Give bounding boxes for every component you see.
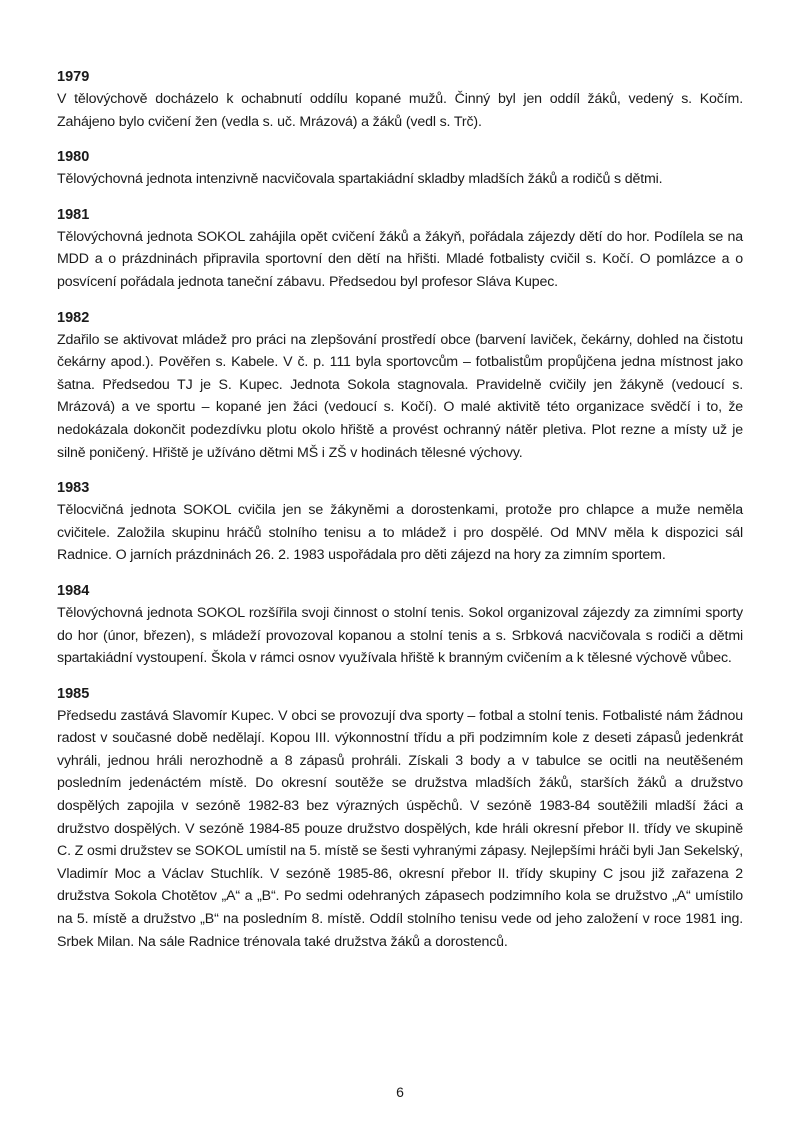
entry-paragraph: Tělovýchovná jednota SOKOL zahájila opět cvičení žáků a žákyň, pořádala zájezdy dětí do hor. Podílela se na MDD a o prázdninách připravila sportovní den dětí na hřišti. Mladé fotbalisty cvičil s. Kočí. O pomlázce a o posvícení pořádala jednota taneční zábavu. Předsedou byl profesor Sláva Kupec.	[57, 228, 743, 290]
entry-paragraph: Tělocvičná jednota SOKOL cvičila jen se žákyněmi a dorostenkami, protože pro chlapce a muže neměla cvičitele. Založila skupinu hráčů stolního tenisu a to mládež i pro dospělé. Od MNV měla k dispozici sál Radnice. O jarních prázdninách 26. 2. 1983 uspořádala pro děti zájezd na hory za zimním sportem.	[57, 502, 743, 564]
year-heading: 1983	[57, 480, 90, 497]
year-heading: 1984	[57, 582, 90, 599]
chronicle-entry-1982	[57, 307, 743, 465]
year-heading: 1982	[57, 309, 90, 326]
chronicle-entry-1983	[57, 477, 743, 567]
chronicle-entry-1985	[57, 683, 743, 954]
chronicle-entry-1980	[57, 146, 743, 191]
year-heading: 1979	[57, 69, 90, 85]
chronicle-entry-1981	[57, 204, 743, 294]
page-number: 6	[396, 1084, 404, 1100]
chronicle-entry-1979	[57, 66, 743, 133]
document-page	[57, 66, 743, 966]
chronicle-entry-1984	[57, 580, 743, 670]
entry-paragraph: Zdařilo se aktivovat mládež pro práci na zlepšování prostředí obce (barvení laviček, čekárny, dohled na čistotu čekárny apod.). Pověřen s. Kabele. V č. p. 111 byla sportovcům – fotbalistům propůjčena jedna místnost jako šatna. Předsedou TJ je S. Kupec. Jednota Sokola stagnovala. Pravidelně cvičily jen žákyně (vedoucí s. Mrázová) a ve sportu – kopané jen žáci (vedoucí s. Kočí). O malé aktivitě této organizace svědčí i to, že nedokázala dokončit podezdívku plotu okolo hřiště a provést ochranný nátěr pletiva. Plot rezne a místy už je silně poničený. Hřiště je užíváno dětmi MŠ i ZŠ v hodinách tělesné výchovy.	[57, 331, 743, 461]
year-heading: 1981	[57, 206, 90, 223]
entry-paragraph: Předsedu zastává Slavomír Kupec. V obci se provozují dva sporty – fotbal a stolní tenis. Fotbalisté nám žádnou radost v současné době nedělají. Kopou III. výkonnostní třídu a při podzimním kole z deseti zápasů jedenkrát vyhráli, jednou hráli nerozhodně a 8 zápasů prohráli. Získali 3 body a v tabulce se ocitli na neutěšeném posledním jedenáctém místě. Do okresní soutěže se družstva mladších žáků, starších žáků a družstvo dospělých zapojila v sezóně 1982-83 bez výrazných úspěchů. V sezóně 1983-84 soutěžili mladší žáci a družstvo dospělých. V sezóně 1984-85 pouze družstvo dospělých, kde hráli okresní přebor II. třídy ve skupině C. Z osmi družstev se SOKOL umístil na 5. místě se šesti vyhranými zápasy. Nejlepšími hráči byli Jan Sekelský, Vladimír Moc a Václav Stuchlík. V sezóně 1985-86, okresní přebor II. třídy skupiny C jsou již zařazena 2 družstva Sokola Chotětov „A“ a „B“. Po sedmi odehraných zápasech podzimního kola se družstvo „A“ umístilo na 5. místě a družstvo „B“ na posledním 8. místě. Oddíl stolního tenisu vede od jeho založení v roce 1981 ing. Srbek Milan. Na sále Radnice trénovala také družstva žáků a dorostenců.	[57, 707, 744, 950]
entry-paragraph: Tělovýchovná jednota SOKOL rozšířila svoji činnost o stolní tenis. Sokol organizoval zájezdy za zimními sporty do hor (únor, březen), s mládeží provozoval kopanou a stolní tenis a s. Srbková nacvičovala s rodiči a dětmi spartakiádní vystoupení. Škola v rámci osnov využívala hřiště k branným cvičením a k tělesné výchově vůbec.	[57, 604, 743, 667]
entry-paragraph: Tělovýchovná jednota intenzivně nacvičovala spartakiádní skladby mladších žáků a rodičů s dětmi.	[57, 171, 663, 188]
entry-paragraph: V tělovýchově docházelo k ochabnutí oddílu kopané mužů. Činný byl jen oddíl žáků, vedený s. Kočím. Zahájeno bylo cvičení žen (vedla s. uč. Mrázová) a žáků (vedl s. Trč).	[57, 91, 743, 130]
year-heading: 1985	[57, 685, 90, 702]
year-heading: 1980	[57, 149, 90, 166]
